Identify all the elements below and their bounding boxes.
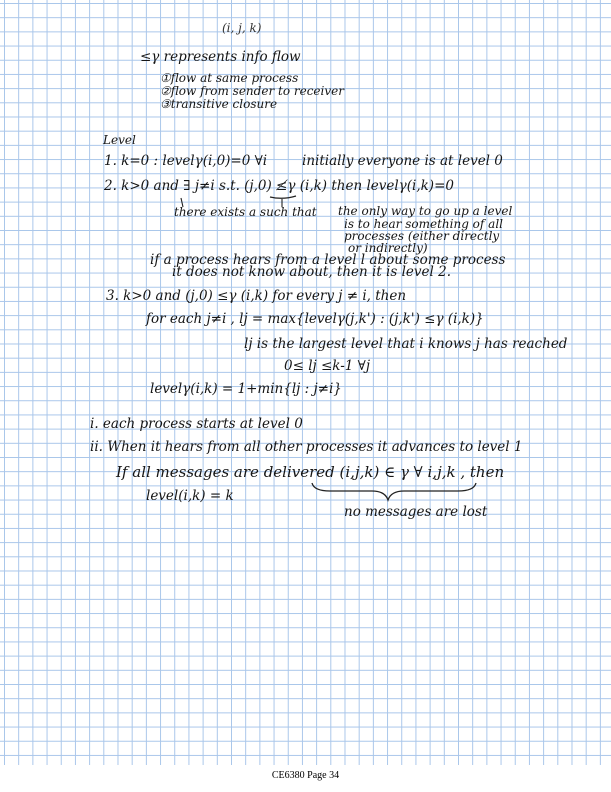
summary-condition: If all messages are delivered (i,j,k) ∈ γ ∀ i,j,k , then: [116, 463, 505, 481]
level-heading: Level: [103, 133, 136, 147]
rule3-level: levelγ(i,k) = 1+min{lj : j≠i}: [150, 381, 342, 397]
rule3-bound: 0≤ lj ≤k-1 ∀j: [284, 358, 371, 374]
rule1-formula: 1. k=0 : levelγ(i,0)=0 ∀i: [104, 153, 268, 169]
rule3-formula: 3. k>0 and (j,0) ≤γ (i,k) for every j ≠ i, then: [106, 288, 407, 304]
rule2-explanation-2: it does not know about, then it is level 2.: [172, 264, 451, 280]
brace-note: no messages are lost: [344, 504, 488, 520]
summary-i: i. each process starts at level 0: [90, 416, 303, 432]
rule2-annotation-right-1: the only way to go up a level: [338, 204, 513, 218]
rule2-explanation-1: if a process hears from a level l about some process: [150, 252, 506, 268]
top-fragment: (i, j, k): [222, 21, 262, 35]
summary-result: level(i,k) = k: [146, 488, 234, 504]
rule3-foreach: for each j≠i , lj = max{levelγ(j,k') : (j,k') ≤γ (i,k)}: [146, 311, 484, 327]
info-flow-item-1: ①flow at same process: [160, 71, 299, 85]
rule3-lj-note: lj is the largest level that i knows j has reached: [244, 336, 568, 352]
info-flow-heading: ≤γ represents info flow: [140, 49, 301, 65]
rule2-annotation-right-4: or indirectly): [348, 241, 428, 255]
rule1-note: initially everyone is at level 0: [302, 153, 503, 169]
rule2-annotation-right-2: is to hear something of all: [344, 217, 503, 231]
info-flow-item-2: ②flow from sender to receiver: [160, 84, 344, 98]
rule2-annotation-left: there exists a such that: [174, 205, 317, 219]
info-flow-item-3: ③transitive closure: [160, 97, 278, 111]
summary-ii: ii. When it hears from all other processes it advances to level 1: [90, 439, 523, 455]
rule2-annotation-right-3: processes (either directly: [344, 229, 500, 243]
rule2-formula: 2. k>0 and ∃ j≠i s.t. (j,0) ≰γ (i,k) then levelγ(i,k)=0: [104, 178, 454, 194]
page-footer: CE6380 Page 34: [271, 770, 340, 781]
